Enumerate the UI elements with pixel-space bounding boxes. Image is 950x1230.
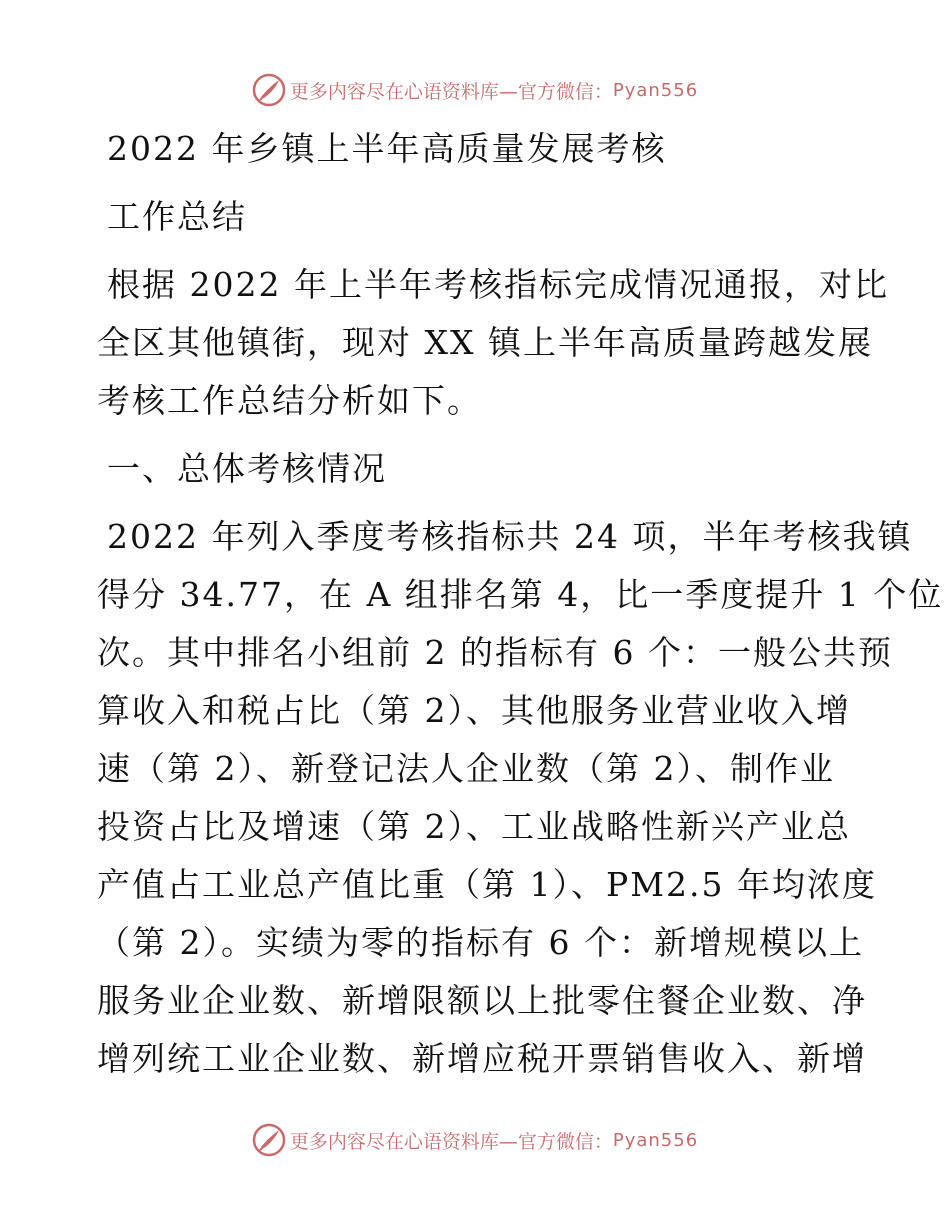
section-heading: 一、总体考核情况 xyxy=(107,449,387,488)
watermark-wechat-id: Pyan556 xyxy=(612,79,699,101)
paragraph-line: 产值占工业总产值比重（第 1）、PM2.5 年均浓度 xyxy=(97,865,877,904)
watermark-text: 更多内容尽在心语资料库—官方微信： xyxy=(289,80,613,103)
intro-paragraph xyxy=(97,256,889,430)
section-1-paragraph xyxy=(97,508,944,1088)
paragraph-line: 算收入和税占比（第 2）、其他服务业营业收入增 xyxy=(97,691,851,730)
paragraph-line: 2022 年列入季度考核指标共 24 项，半年考核我镇 xyxy=(107,517,913,556)
paragraph-line: 得分 34.77，在 A 组排名第 4，比一季度提升 1 个位 xyxy=(97,575,944,614)
quill-logo-icon xyxy=(252,73,286,107)
paragraph-line: 考核工作总结分析如下。 xyxy=(97,381,482,420)
paragraph-line: 全区其他镇街，现对 XX 镇上半年高质量跨越发展 xyxy=(97,323,873,362)
watermark-header xyxy=(0,70,950,110)
document-body xyxy=(97,120,944,1088)
paragraph-line: 服务业企业数、新增限额以上批零住餐企业数、净 xyxy=(97,981,867,1020)
paragraph-line: （第 2）。实绩为零的指标有 6 个：新增规模以上 xyxy=(97,923,864,962)
paragraph-line: 速（第 2）、新登记法人企业数（第 2）、制作业 xyxy=(97,749,835,788)
paragraph-line: 投资占比及增速（第 2）、工业战略性新兴产业总 xyxy=(97,807,851,846)
paragraph-line: 增列统工业企业数、新增应税开票销售收入、新增 xyxy=(97,1039,867,1078)
watermark-wechat-id: Pyan556 xyxy=(612,1129,699,1151)
quill-logo-icon xyxy=(252,1123,286,1157)
paragraph-line: 次。其中排名小组前 2 的指标有 6 个：一般公共预 xyxy=(97,633,893,672)
document-title-line-2: 工作总结 xyxy=(107,197,247,236)
watermark-footer xyxy=(0,1120,950,1160)
paragraph-line: 根据 2022 年上半年考核指标完成情况通报，对比 xyxy=(107,265,889,304)
watermark-text: 更多内容尽在心语资料库—官方微信： xyxy=(289,1130,613,1153)
document-title-line-1: 2022 年乡镇上半年高质量发展考核 xyxy=(107,129,667,168)
